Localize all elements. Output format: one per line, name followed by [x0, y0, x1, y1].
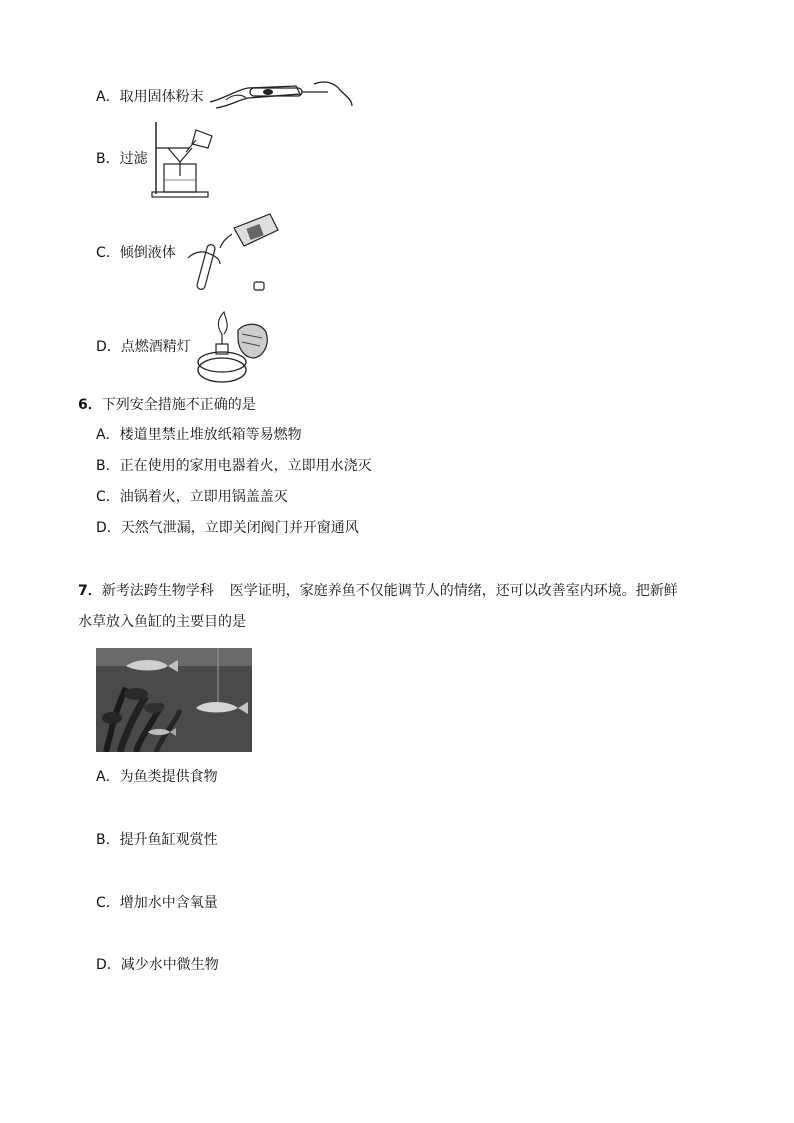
q5-option-a — [96, 88, 204, 106]
option-letter: D． — [96, 520, 121, 536]
option-letter: C． — [96, 489, 120, 505]
option-letter: D． — [96, 957, 121, 973]
question-text: 医学证明，家庭养鱼不仅能调节人的情绪，还可以改善室内环境。把新鲜 — [229, 583, 678, 599]
q5-option-c — [96, 244, 176, 262]
q6-option-c — [96, 488, 288, 506]
question-number: 6． — [78, 397, 102, 413]
option-letter: A． — [96, 427, 120, 443]
option-letter: B． — [96, 832, 120, 848]
q6-stem — [78, 396, 256, 414]
question-text: 水草放入鱼缸的主要目的是 — [78, 614, 246, 630]
option-text: 增加水中含氧量 — [119, 895, 218, 911]
pouring-liquid-figure — [186, 208, 286, 296]
question-number: 7． — [78, 583, 102, 599]
option-letter: B． — [96, 458, 120, 474]
option-letter: D． — [96, 339, 121, 355]
option-text: 天然气泄漏，立即关闭阀门并开窗通风 — [120, 520, 359, 536]
option-text: 油锅着火，立即用锅盖盖灭 — [119, 489, 288, 505]
option-text: 为鱼类提供食物 — [119, 769, 218, 785]
q6-option-d — [96, 519, 359, 537]
q6-option-b — [96, 457, 372, 475]
option-letter: A． — [96, 769, 120, 785]
filtration-figure — [150, 118, 220, 200]
q5-option-b — [96, 150, 148, 168]
option-text: 点燃酒精灯 — [120, 339, 191, 355]
q7-option-d — [96, 956, 219, 974]
fish-tank-photo — [96, 648, 252, 752]
option-text: 倾倒液体 — [119, 245, 176, 261]
q7-option-c — [96, 894, 218, 912]
q7-option-a — [96, 768, 218, 786]
option-letter: A． — [96, 89, 120, 105]
q6-option-a — [96, 426, 302, 444]
alcohol-lamp-figure — [194, 304, 274, 390]
q5-option-d — [96, 338, 191, 356]
option-text: 过滤 — [119, 151, 148, 167]
option-letter: B． — [96, 151, 120, 167]
option-letter: C． — [96, 245, 120, 261]
question-tag: 新考法跨生物学科 — [101, 583, 214, 599]
option-text: 取用固体粉末 — [119, 89, 204, 105]
question-text: 下列安全措施不正确的是 — [101, 397, 256, 413]
option-text: 正在使用的家用电器着火，立即用水浇灭 — [119, 458, 372, 474]
option-text: 提升鱼缸观赏性 — [119, 832, 218, 848]
option-text: 减少水中微生物 — [120, 957, 219, 973]
q7-option-b — [96, 831, 218, 849]
option-letter: C． — [96, 895, 120, 911]
powder-sampling-figure — [206, 80, 354, 112]
option-text: 楼道里禁止堆放纸箱等易燃物 — [119, 427, 302, 443]
q7-stem-line1 — [78, 582, 678, 600]
q7-stem-line2 — [78, 613, 246, 631]
